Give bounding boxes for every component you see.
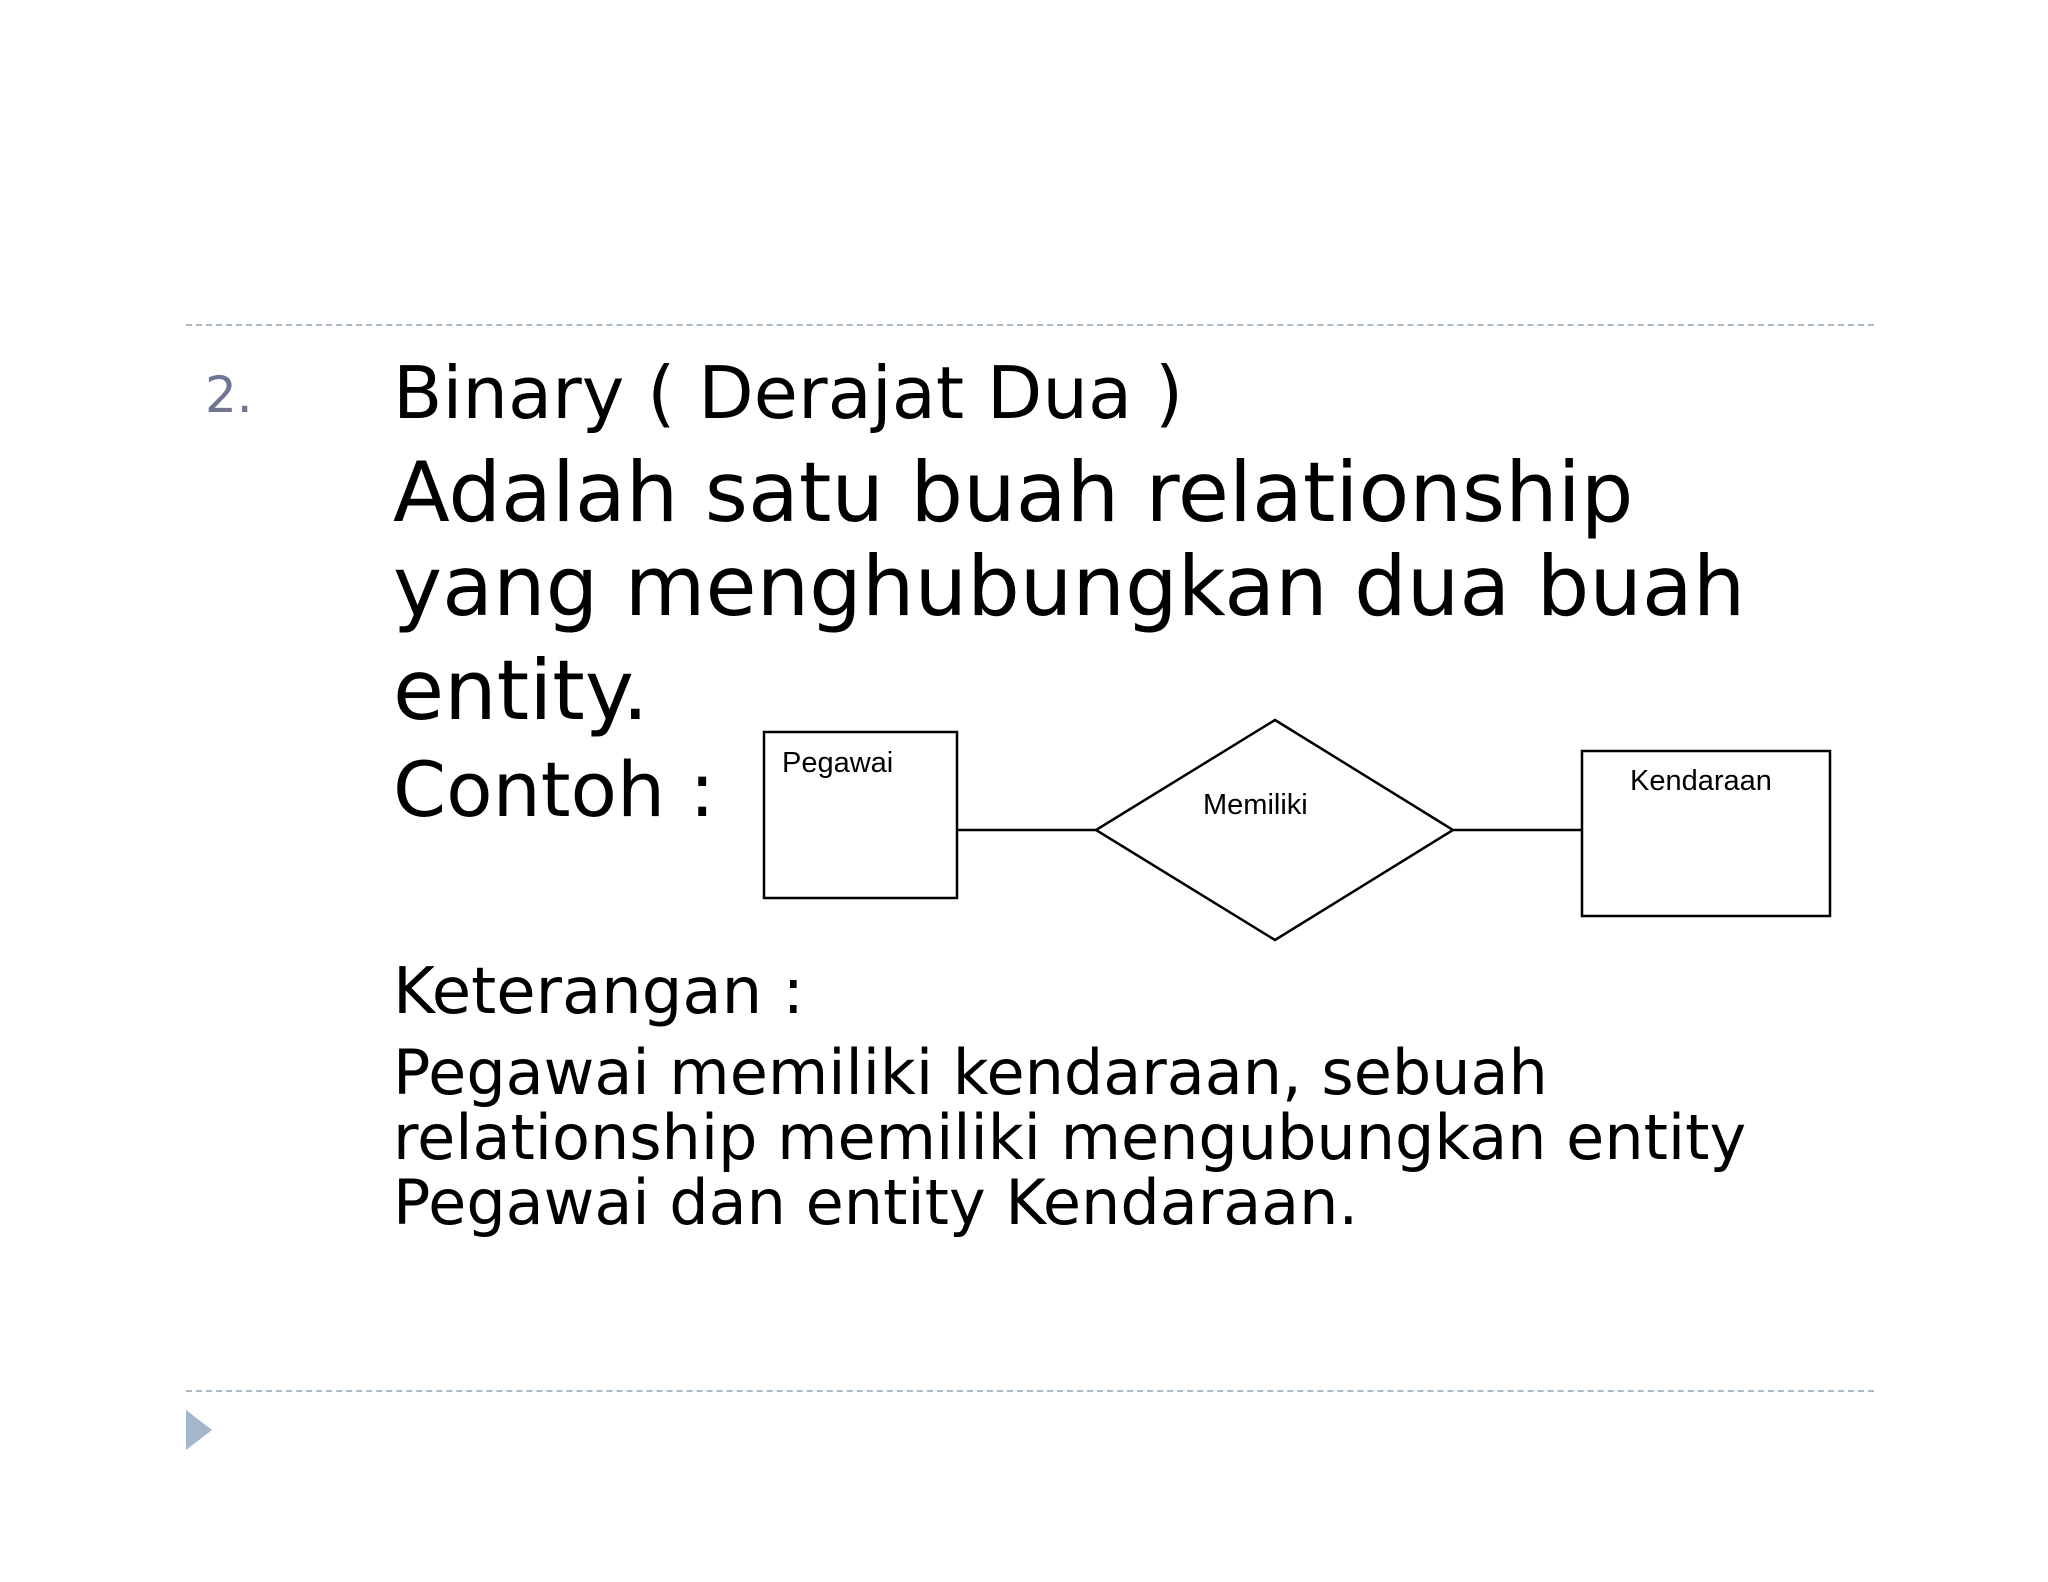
definition-line: entity. [393,642,649,739]
notes-label: Keterangan : [393,955,805,1029]
bottom-divider [186,1390,1874,1392]
entity-label-kendaraan: Kendaraan [1630,765,1772,797]
list-number: 2. [205,366,253,424]
notes-body [393,1036,1747,1239]
definition-line: Adalah satu buah relationship [393,444,1634,541]
notes-line: Pegawai dan entity Kendaraan. [393,1166,1359,1239]
play-arrow-icon [186,1410,212,1450]
definition-line: yang menghubungkan dua buah [393,538,1746,635]
relationship-diamond [1096,720,1453,940]
notes-line: Pegawai memiliki kendaraan, sebuah [393,1036,1548,1109]
relationship-label: Memiliki [1203,789,1308,821]
entity-label-pegawai: Pegawai [782,747,894,779]
notes-line: relationship memiliki mengubungkan entity [393,1101,1747,1174]
example-label: Contoh : [393,745,715,834]
heading: Binary ( Derajat Dua ) [393,351,1184,435]
